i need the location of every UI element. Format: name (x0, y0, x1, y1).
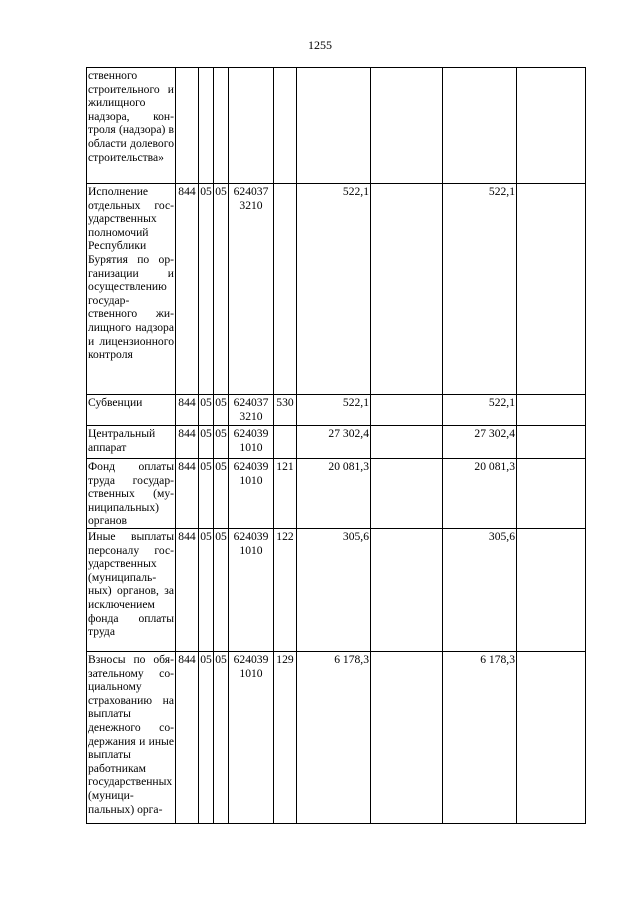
row-amount-4 (517, 459, 586, 529)
row-expense-type: 121 (274, 459, 297, 529)
table-row (87, 68, 586, 184)
row-amount-3: 305,6 (443, 528, 517, 651)
page-number: 1255 (308, 38, 332, 52)
table-row (87, 528, 586, 651)
row-section-code: 05 (199, 395, 214, 426)
row-amount-4 (517, 426, 586, 459)
row-subsection-code: 05 (214, 528, 229, 651)
row-name: Взносы по обязательному социальному страхованию на выплаты денежного содержания и иные выплаты работникам государственных (муниципальных) орга- (87, 651, 176, 823)
row-target-article: 624039 1010 (229, 651, 274, 823)
row-ved-code (176, 68, 199, 184)
row-amount-2 (371, 528, 443, 651)
row-section-code: 05 (199, 459, 214, 529)
row-amount-1 (297, 68, 371, 184)
row-name: Субвенции (87, 395, 176, 426)
row-amount-3: 27 302,4 (443, 426, 517, 459)
row-ved-code: 844 (176, 184, 199, 395)
row-target-article: 624039 1010 (229, 426, 274, 459)
row-amount-2 (371, 395, 443, 426)
row-amount-2 (371, 426, 443, 459)
row-name: Центральный аппарат (87, 426, 176, 459)
row-amount-2 (371, 651, 443, 823)
table-row (87, 184, 586, 395)
row-subsection-code: 05 (214, 426, 229, 459)
budget-table (86, 67, 586, 824)
row-amount-1: 305,6 (297, 528, 371, 651)
row-amount-2 (371, 68, 443, 184)
row-subsection-code: 05 (214, 184, 229, 395)
row-amount-1: 20 081,3 (297, 459, 371, 529)
row-expense-type: 530 (274, 395, 297, 426)
row-section-code: 05 (199, 651, 214, 823)
row-amount-4 (517, 184, 586, 395)
row-section-code: 05 (199, 528, 214, 651)
row-ved-code: 844 (176, 395, 199, 426)
row-amount-2 (371, 459, 443, 529)
row-ved-code: 844 (176, 651, 199, 823)
row-amount-4 (517, 395, 586, 426)
row-amount-3: 522,1 (443, 395, 517, 426)
row-target-article (229, 68, 274, 184)
row-expense-type: 129 (274, 651, 297, 823)
row-amount-4 (517, 528, 586, 651)
row-amount-1: 522,1 (297, 184, 371, 395)
row-expense-type (274, 426, 297, 459)
row-section-code: 05 (199, 426, 214, 459)
row-name: Исполнение отдельных государственных полномочий Республики Бурятия по организации и осуществлению государственного жилищного надзора и лицензионного контроля (87, 184, 176, 395)
table-row (87, 459, 586, 529)
row-section-code (199, 68, 214, 184)
table-row (87, 395, 586, 426)
row-expense-type (274, 68, 297, 184)
row-target-article: 624039 1010 (229, 528, 274, 651)
row-ved-code: 844 (176, 528, 199, 651)
row-subsection-code: 05 (214, 651, 229, 823)
row-amount-4 (517, 68, 586, 184)
row-subsection-code: 05 (214, 459, 229, 529)
row-name: Фонд оплаты труда государственных (муниципальных) органов (88, 460, 174, 528)
row-amount-4 (517, 651, 586, 823)
row-target-article: 624037 3210 (229, 184, 274, 395)
table-row (87, 651, 586, 823)
row-amount-2 (371, 184, 443, 395)
row-amount-3: 6 178,3 (443, 651, 517, 823)
row-target-article: 624039 1010 (229, 459, 274, 529)
row-amount-1: 27 302,4 (297, 426, 371, 459)
row-ved-code: 844 (176, 459, 199, 529)
row-amount-3 (443, 68, 517, 184)
row-expense-type (274, 184, 297, 395)
row-subsection-code (214, 68, 229, 184)
row-amount-3: 522,1 (443, 184, 517, 395)
row-target-article: 624037 3210 (229, 395, 274, 426)
row-section-code: 05 (199, 184, 214, 395)
row-expense-type: 122 (274, 528, 297, 651)
row-amount-3: 20 081,3 (443, 459, 517, 529)
row-amount-1: 522,1 (297, 395, 371, 426)
row-amount-1: 6 178,3 (297, 651, 371, 823)
table-row (87, 426, 586, 459)
row-subsection-code: 05 (214, 395, 229, 426)
table-body (87, 68, 586, 824)
row-name: ственного строительного и жилищного надзора, контроля (надзора) в области долевого строительства» (87, 68, 176, 184)
row-name: Иные выплаты персоналу государственных (муниципальных) органов, за исключением фонда оплаты труда (87, 528, 176, 651)
row-ved-code: 844 (176, 426, 199, 459)
